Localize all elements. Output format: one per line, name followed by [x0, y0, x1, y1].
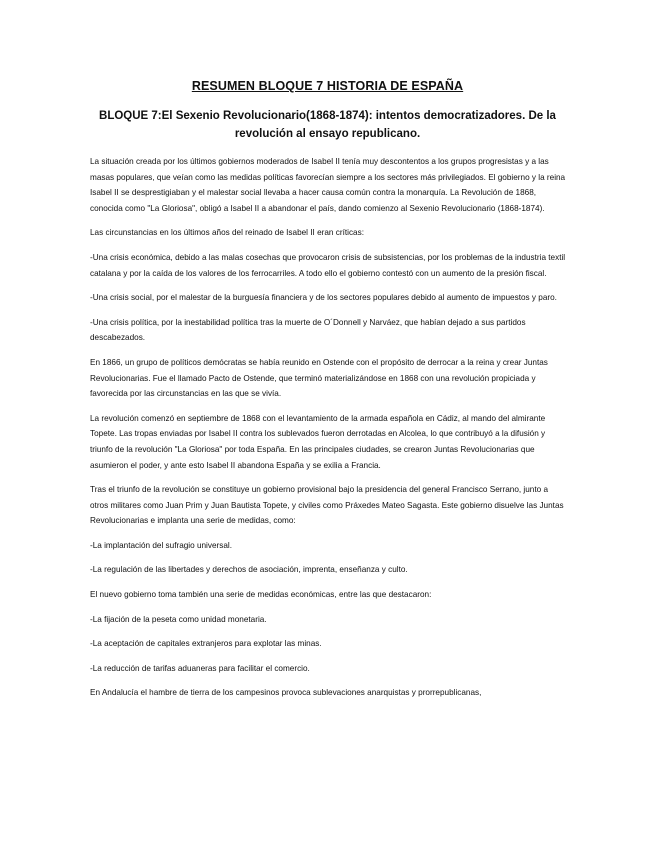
paragraph-intro: La situación creada por los últimos gobiernos moderados de Isabel II tenía muy descontentos a los grupos progresistas y a las masas populares, que veían como las medidas políticas favorecían siempre a los sectores más privilegiados. El gobierno y la reina Isabel II se desprestigiaban y el malestar social llevaba a hacer causa común contra la monarquía. La Revolución de 1868, conocida como "La Gloriosa", obligó a Isabel II a abandonar el país, dando comienzo al Sexenio Revolucionario (1868-1874).: [90, 157, 566, 213]
paragraph-economic-measures: El nuevo gobierno toma también una serie de medidas económicas, entre las que destacaron:: [90, 590, 432, 600]
document-body: [90, 154, 566, 701]
list-item-foreign-capital: -La aceptación de capitales extranjeros para explotar las minas.: [90, 639, 322, 649]
list-item-universal-suffrage: -La implantación del sufragio universal.: [90, 540, 232, 550]
document-title: RESUMEN BLOQUE 7 HISTORIA DE ESPAÑA: [191, 79, 464, 93]
list-item-peseta: -La fijación de la peseta como unidad monetaria.: [90, 614, 267, 624]
paragraph-provisional-government: Tras el triunfo de la revolución se constituye un gobierno provisional bajo la presidencia del general Francisco Serrano, junto a otros militares como Juan Prim y Juan Bautista Topete, y civiles como Práxedes Mateo Sagasta. Este gobierno disuelve las Juntas Revolucionarias e implanta una serie de medidas, como:: [90, 485, 564, 526]
paragraph-circumstances: Las circunstancias en los últimos años del reinado de Isabel II eran críticas:: [90, 228, 364, 238]
paragraph-ostende-pact: En 1866, un grupo de políticos demócratas se había reunido en Ostende con el propósito de derrocar a la reina y crear Juntas Revolucionarias. Fue el llamado Pacto de Ostende, que terminó materializándose en 1868 con una revolución propiciada y favorecida por las circunstancias en las que se vivía.: [90, 357, 548, 399]
list-item-political-crisis: -Una crisis política, por la inestabilidad política tras la muerte de O´Donnell y Narváez, que habían dejado a sus partidos descabezados.: [90, 317, 526, 343]
list-item-economic-crisis: -Una crisis económica, debido a las malas cosechas que provocaron crisis de subsistencias, por los problemas de la industria textil catalana y por la caída de los valores de los ferrocarriles. A todo ello el gobierno contestó con un aumento de la presión fiscal.: [90, 252, 566, 278]
list-item-tariffs: -La reducción de tarifas aduaneras para facilitar el comercio.: [90, 663, 310, 673]
list-item-liberties: -La regulación de las libertades y derechos de asociación, imprenta, enseñanza y culto.: [90, 565, 408, 575]
paragraph-revolution: La revolución comenzó en septiembre de 1868 con el levantamiento de la armada española en Cádiz, al mando del almirante Topete. Las tropas enviadas por Isabel II contra los sublevados fueron derrotadas en Alcolea, lo que contribuyó a la difusión y triunfo de la revolución "La Gloriosa" por toda España. En las principales ciudades, se crearon Juntas Revolucionarias que asumieron el poder, y ante esto Isabel II abandona España y se exilia a Francia.: [90, 413, 546, 470]
document-subtitle: BLOQUE 7:El Sexenio Revolucionario(1868-1874): intentos democratizadores. De la revolución al ensayo republicano.: [99, 110, 556, 140]
paragraph-andalucia: En Andalucía el hambre de tierra de los campesinos provoca sublevaciones anarquistas y prorrepublicanas,: [90, 688, 482, 698]
list-item-social-crisis: -Una crisis social, por el malestar de la burguesía financiera y de los sectores populares debido al aumento de impuestos y paro.: [90, 293, 557, 303]
